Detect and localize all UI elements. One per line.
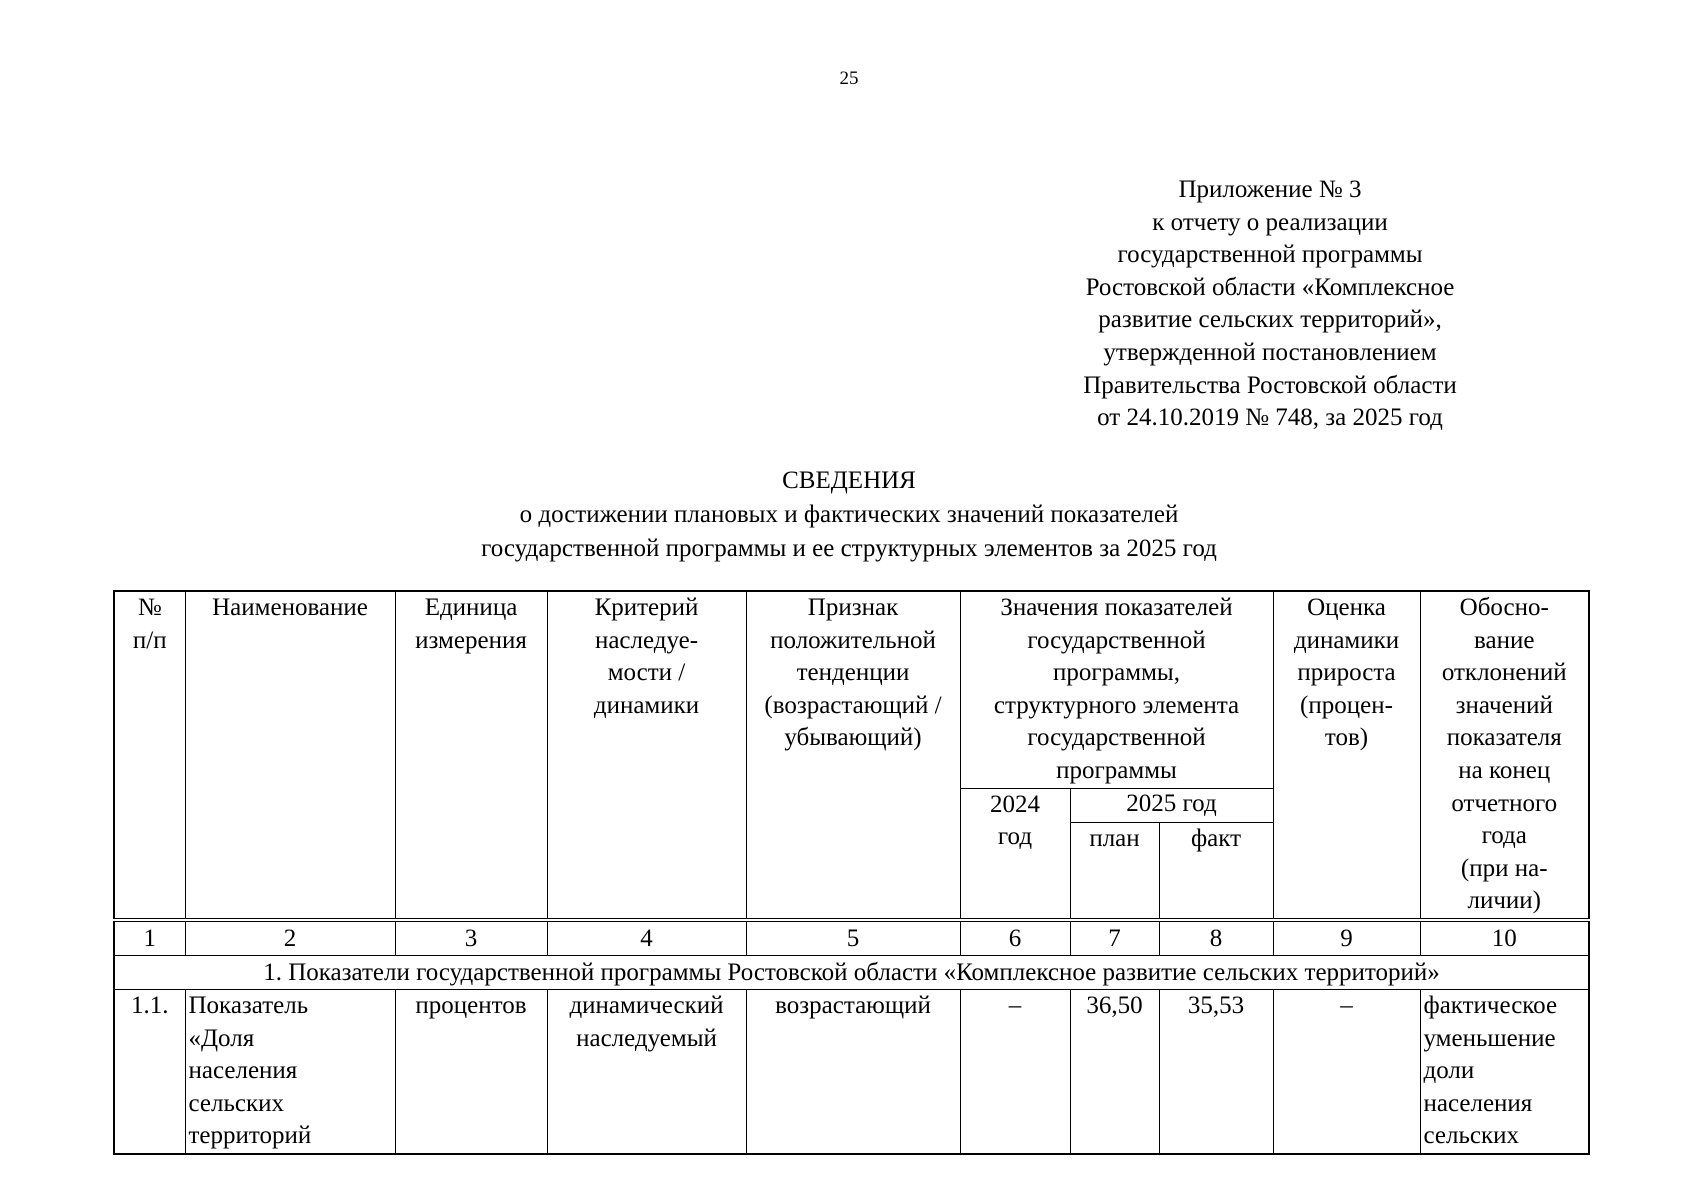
row-value-2024: – (960, 989, 1070, 1153)
indicators-table (113, 590, 1590, 1155)
cell-line: динамический (569, 991, 724, 1019)
document-subtitle: о достижении плановых и фактических значений показателей (519, 501, 1179, 528)
page-number: 25 (839, 68, 859, 89)
header-text: программы, (1053, 659, 1180, 687)
row-assessment: – (1273, 989, 1420, 1153)
cell-line: наследуемый (576, 1024, 717, 1052)
cell-line: «Доля (188, 1024, 255, 1052)
document-title: СВЕДЕНИЯ (782, 467, 916, 494)
column-number: 8 (1159, 920, 1273, 956)
document-heading (0, 464, 1698, 566)
header-text: на конец (1458, 756, 1551, 784)
header-year-2024 (960, 788, 1070, 920)
header-text: вание (1474, 626, 1535, 654)
header-text: государственной (1027, 724, 1206, 752)
appendix-line: утвержденной постановлением (1103, 338, 1437, 366)
appendix-line: развитие сельских территорий», (1098, 306, 1442, 334)
appendix-line: к отчету о реализации (1152, 208, 1388, 236)
cell-line: фактическое (1423, 991, 1558, 1019)
header-text: п/п (132, 626, 167, 654)
header-text: наследуе- (594, 626, 699, 654)
row-name (185, 989, 395, 1153)
column-number: 4 (547, 920, 746, 956)
header-text: № (137, 594, 162, 621)
header-text: тенденции (796, 659, 910, 687)
header-criterion (547, 591, 746, 920)
header-text: Оценка (1307, 594, 1386, 621)
section-title: 1. Показатели государственной программы Ростовской области «Комплексное развитие сельских территорий» (114, 955, 1589, 989)
column-number: 7 (1070, 920, 1159, 956)
header-text: личии) (1467, 887, 1541, 915)
appendix-line: Ростовской области «Комплексное (1085, 273, 1455, 301)
header-text: отчетного (1451, 789, 1558, 817)
column-number: 5 (746, 920, 960, 956)
column-numbers-row (114, 920, 1589, 956)
cell-line: Показатель (188, 991, 309, 1019)
header-fact: факт (1159, 822, 1273, 920)
column-number: 2 (185, 920, 395, 956)
header-text: структурного элемента (993, 691, 1240, 719)
header-assessment (1273, 591, 1420, 920)
header-text: программы (1056, 756, 1177, 784)
appendix-line: от 24.10.2019 № 748, за 2025 год (1097, 404, 1443, 432)
cell-line: территорий (188, 1122, 312, 1150)
appendix-caption (1080, 174, 1460, 435)
row-trend: возрастающий (746, 989, 960, 1153)
header-text: тов) (1324, 724, 1369, 752)
cell-line: сельских (1423, 1122, 1519, 1150)
header-text: Единица (424, 594, 518, 621)
header-text: мости / (607, 659, 686, 687)
header-year-2025: 2025 год (1070, 788, 1273, 822)
header-text: динамики (593, 691, 700, 719)
header-values-group (960, 591, 1273, 788)
header-text: Наименование (212, 594, 368, 621)
section-row (114, 955, 1589, 989)
header-text: положительной (770, 626, 936, 654)
column-number: 1 (114, 920, 185, 956)
header-justification (1420, 591, 1589, 920)
cell-line: населения (188, 1057, 298, 1085)
header-text: (возрастающий / (764, 691, 942, 719)
header-text: (при на- (1460, 854, 1548, 882)
cell-line: уменьшение (1423, 1024, 1556, 1052)
row-unit: процентов (395, 989, 547, 1153)
header-name (185, 591, 395, 920)
header-text: год (997, 823, 1033, 851)
row-fact-2025: 35,53 (1159, 989, 1273, 1153)
header-unit (395, 591, 547, 920)
header-plan: план (1070, 822, 1159, 920)
header-text: значений (1455, 691, 1553, 719)
header-text: (процен- (1300, 691, 1393, 719)
header-text: показателя (1446, 724, 1562, 752)
column-number: 10 (1420, 920, 1589, 956)
header-text: измерения (415, 626, 527, 654)
row-num: 1.1. (114, 989, 185, 1153)
cell-line: доли (1423, 1057, 1475, 1085)
table-row (114, 989, 1589, 1153)
header-text: Значения показателей (1000, 594, 1233, 621)
row-plan-2025: 36,50 (1070, 989, 1159, 1153)
header-text: убывающий) (784, 724, 922, 752)
header-trend (746, 591, 960, 920)
cell-line: населения (1423, 1089, 1533, 1117)
appendix-line: Правительства Ростовской области (1083, 371, 1457, 399)
cell-line: сельских (188, 1089, 284, 1117)
header-text: года (1481, 822, 1527, 850)
column-number: 6 (960, 920, 1070, 956)
header-text: государственной (1027, 626, 1206, 654)
header-text: прироста (1297, 659, 1396, 687)
column-number: 3 (395, 920, 547, 956)
row-justification (1420, 989, 1589, 1153)
header-text: Критерий (594, 594, 699, 621)
header-text: Обосно- (1459, 594, 1549, 621)
header-row (114, 591, 1589, 788)
header-text: Признак (807, 594, 899, 621)
header-num (114, 591, 185, 920)
appendix-line: Приложение № 3 (1178, 176, 1362, 203)
header-text: 2024 (990, 790, 1040, 818)
header-text: динамики (1293, 626, 1400, 654)
column-number: 9 (1273, 920, 1420, 956)
header-text: отклонений (1441, 659, 1567, 687)
appendix-line: государственной программы (1117, 241, 1423, 269)
row-criterion (547, 989, 746, 1153)
document-subtitle: государственной программы и ее структурных элементов за 2025 год (481, 535, 1217, 562)
